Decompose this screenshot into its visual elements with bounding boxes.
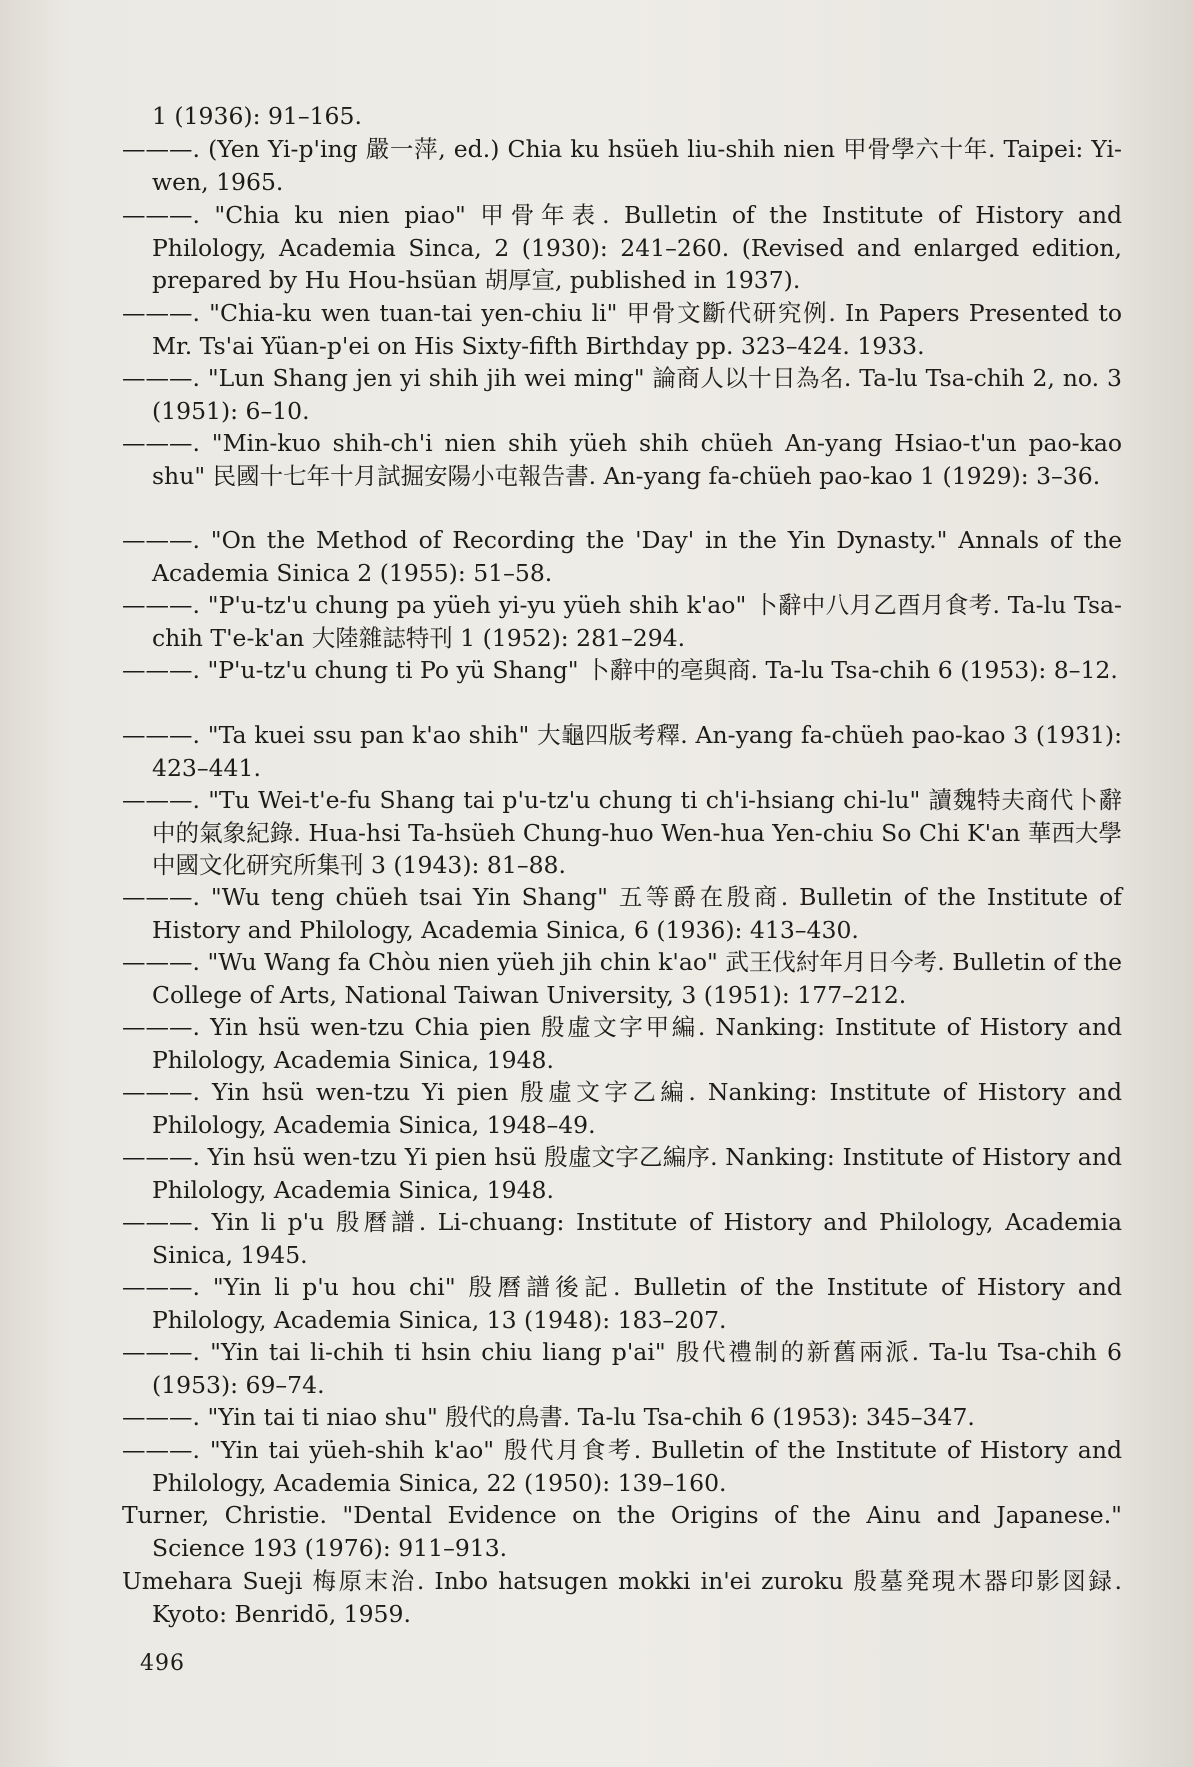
bibliography-entry: ———. "Chia ku nien piao" 甲骨年表. Bulletin of the Institute of History and Philology, Academia Sinca, 2 (1930): 241–260. (Revised and enlarged edition, prepared by Hu Hou-hsüan 胡厚宣, published in 1937). bbox=[122, 201, 1122, 295]
bibliography-entry: ———. "Yin tai ti niao shu" 殷代的鳥書. Ta-lu Tsa-chih 6 (1953): 345–347. bbox=[122, 1403, 975, 1431]
bibliography-entry: ———. "Chia-ku wen tuan-tai yen-chiu li" 甲骨文斷代研究例. In Papers Presented to Mr. Ts'ai Yüan-p'ei on His Sixty-fifth Birthday pp. 323–424. 1933. bbox=[122, 299, 1122, 360]
bibliography-entry: Turner, Christie. "Dental Evidence on the Origins of the Ainu and Japanese." Science 193 (1976): 911–913. bbox=[122, 1501, 1122, 1562]
bibliography-entry: ———. Yin hsü wen-tzu Chia pien 殷虛文字甲編. Nanking: Institute of History and Philology, Academia Sinica, 1948. bbox=[122, 1013, 1122, 1074]
bibliography-entry: ———. "Lun Shang jen yi shih jih wei ming" 論商人以十日為名. Ta-lu Tsa-chih 2, no. 3 (1951): 6–10. bbox=[122, 364, 1122, 425]
bibliography-entry: ———. "Yin li p'u hou chi" 殷曆譜後記. Bulletin of the Institute of History and Philology, Academia Sinica, 13 (1948): 183–207. bbox=[122, 1273, 1122, 1334]
bibliography-entry: ———. "Min-kuo shih-ch'i nien shih yüeh shih chüeh An-yang Hsiao-t'un pao-kao shu" 民國十七年十月試掘安陽小屯報告書. An-yang fa-chüeh pao-kao 1 (1929): 3–36. bbox=[122, 429, 1122, 490]
bibliography-entry: ———. Yin hsü wen-tzu Yi pien 殷虛文字乙編. Nanking: Institute of History and Philology, Academia Sinica, 1948–49. bbox=[122, 1078, 1122, 1139]
bibliography-entry: ———. Yin li p'u 殷曆譜. Li-chuang: Institute of History and Philology, Academia Sinica, 1945. bbox=[122, 1208, 1122, 1269]
bibliography-entry: ———. "Tu Wei-t'e-fu Shang tai p'u-tz'u chung ti ch'i-hsiang chi-lu" 讀魏特夫商代卜辭中的氣象紀錄. Hua-hsi Ta-hsüeh Chung-huo Wen-hua Yen-chiu So Chi K'an 華西大學中國文化研究所集刊 3 (1943): 81–88. bbox=[122, 786, 1122, 880]
page-number: 496 bbox=[140, 1651, 185, 1676]
bibliography-entry: ———. "P'u-tz'u chung pa yüeh yi-yu yüeh shih k'ao" 卜辭中八月乙酉月食考. Ta-lu Tsa-chih T'e-k'an 大陸雜誌特刊 1 (1952): 281–294. bbox=[122, 591, 1122, 652]
bibliography-entry: ———. (Yen Yi-p'ing 嚴一萍, ed.) Chia ku hsüeh liu-shih nien 甲骨學六十年. Taipei: Yi-wen, 1965. bbox=[122, 135, 1122, 196]
bibliography-entry: ———. "Wu teng chüeh tsai Yin Shang" 五等爵在殷商. Bulletin of the Institute of History and Philology, Academia Sinica, 6 (1936): 413–430. bbox=[122, 883, 1122, 944]
bibliography-entry: ———. "Yin tai li-chih ti hsin chiu liang p'ai" 殷代禮制的新舊兩派. Ta-lu Tsa-chih 6 (1953): 69–74. bbox=[122, 1338, 1122, 1399]
bibliography-entry: ———. "Yin tai yüeh-shih k'ao" 殷代月食考. Bulletin of the Institute of History and Philology, Academia Sinica, 22 (1950): 139–160. bbox=[122, 1436, 1122, 1497]
bibliography-entry: Umehara Sueji 梅原末治. Inbo hatsugen mokki in'ei zuroku 殷墓発現木器印影図録. Kyoto: Benridō, 1959. bbox=[122, 1567, 1122, 1628]
bibliography-entry: ———. "Wu Wang fa Chòu nien yüeh jih chin k'ao" 武王伐紂年月日今考. Bulletin of the College of Arts, National Taiwan University, 3 (1951): 177–212. bbox=[122, 948, 1122, 1009]
bibliography-entry: ———. "On the Method of Recording the 'Day' in the Yin Dynasty." Annals of the Academia Sinica 2 (1955): 51–58. bbox=[122, 526, 1122, 587]
bibliography-entry: ———. "P'u-tz'u chung ti Po yü Shang" 卜辭中的亳與商. Ta-lu Tsa-chih 6 (1953): 8–12. bbox=[122, 656, 1118, 684]
bibliography-entry: ———. "Ta kuei ssu pan k'ao shih" 大龜四版考釋. An-yang fa-chüeh pao-kao 3 (1931): 423–441. bbox=[122, 721, 1122, 782]
bibliography-entry: ———. Yin hsü wen-tzu Yi pien hsü 殷虛文字乙編序. Nanking: Institute of History and Philology, Academia Sinica, 1948. bbox=[122, 1143, 1122, 1204]
bibliography-entry: 1 (1936): 91–165. bbox=[152, 102, 362, 130]
